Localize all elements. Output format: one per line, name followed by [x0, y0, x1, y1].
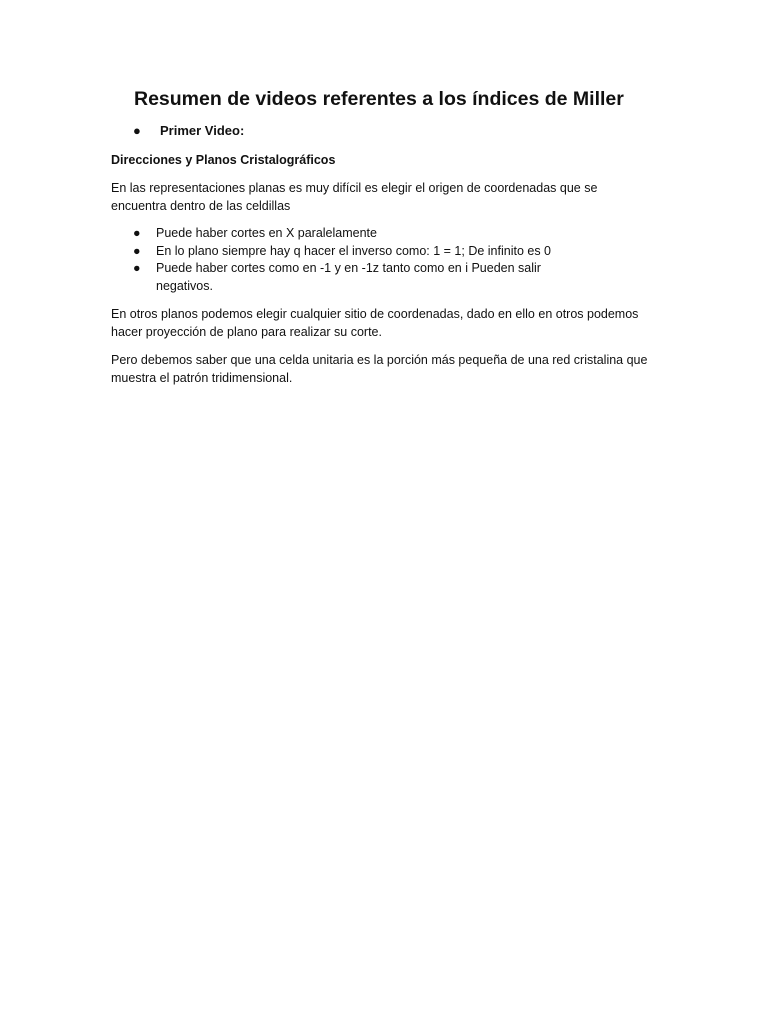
list-item [111, 260, 556, 295]
list-item-text: Puede haber cortes en X paralelamente [156, 226, 377, 240]
list-item-text: Puede haber cortes como en -1 y en -1z tanto como en i Pueden salir negativos. [156, 261, 541, 293]
bullet-icon: ● [133, 123, 141, 138]
section-subtitle: Direcciones y Planos Cristalográficos [111, 153, 336, 167]
list-item-text: En lo plano siempre hay q hacer el inverso como: 1 = 1; De infinito es 0 [156, 243, 552, 258]
bullet-icon: ● [133, 243, 141, 258]
document-title: Resumen de videos referentes a los índices de Miller [134, 88, 624, 110]
section-bullet [133, 122, 244, 140]
bullet-icon: ● [133, 226, 141, 240]
paragraph-planes: En otros planos podemos elegir cualquier sitio de coordenadas, dado en ello en otros podemos hacer proyección de plano para realizar su corte. [111, 307, 639, 339]
list-item [111, 225, 556, 243]
section-label: Primer Video: [160, 123, 245, 138]
bullet-list [111, 225, 656, 295]
list-item [111, 243, 556, 261]
bullet-icon: ● [133, 261, 141, 275]
paragraph-unit-cell: Pero debemos saber que una celda unitaria es la porción más pequeña de una red cristalina que muestra el patrón tridimensional. [111, 353, 648, 385]
paragraph-intro: En las representaciones planas es muy difícil es elegir el origen de coordenadas que se encuentra dentro de las celdillas [111, 181, 598, 213]
